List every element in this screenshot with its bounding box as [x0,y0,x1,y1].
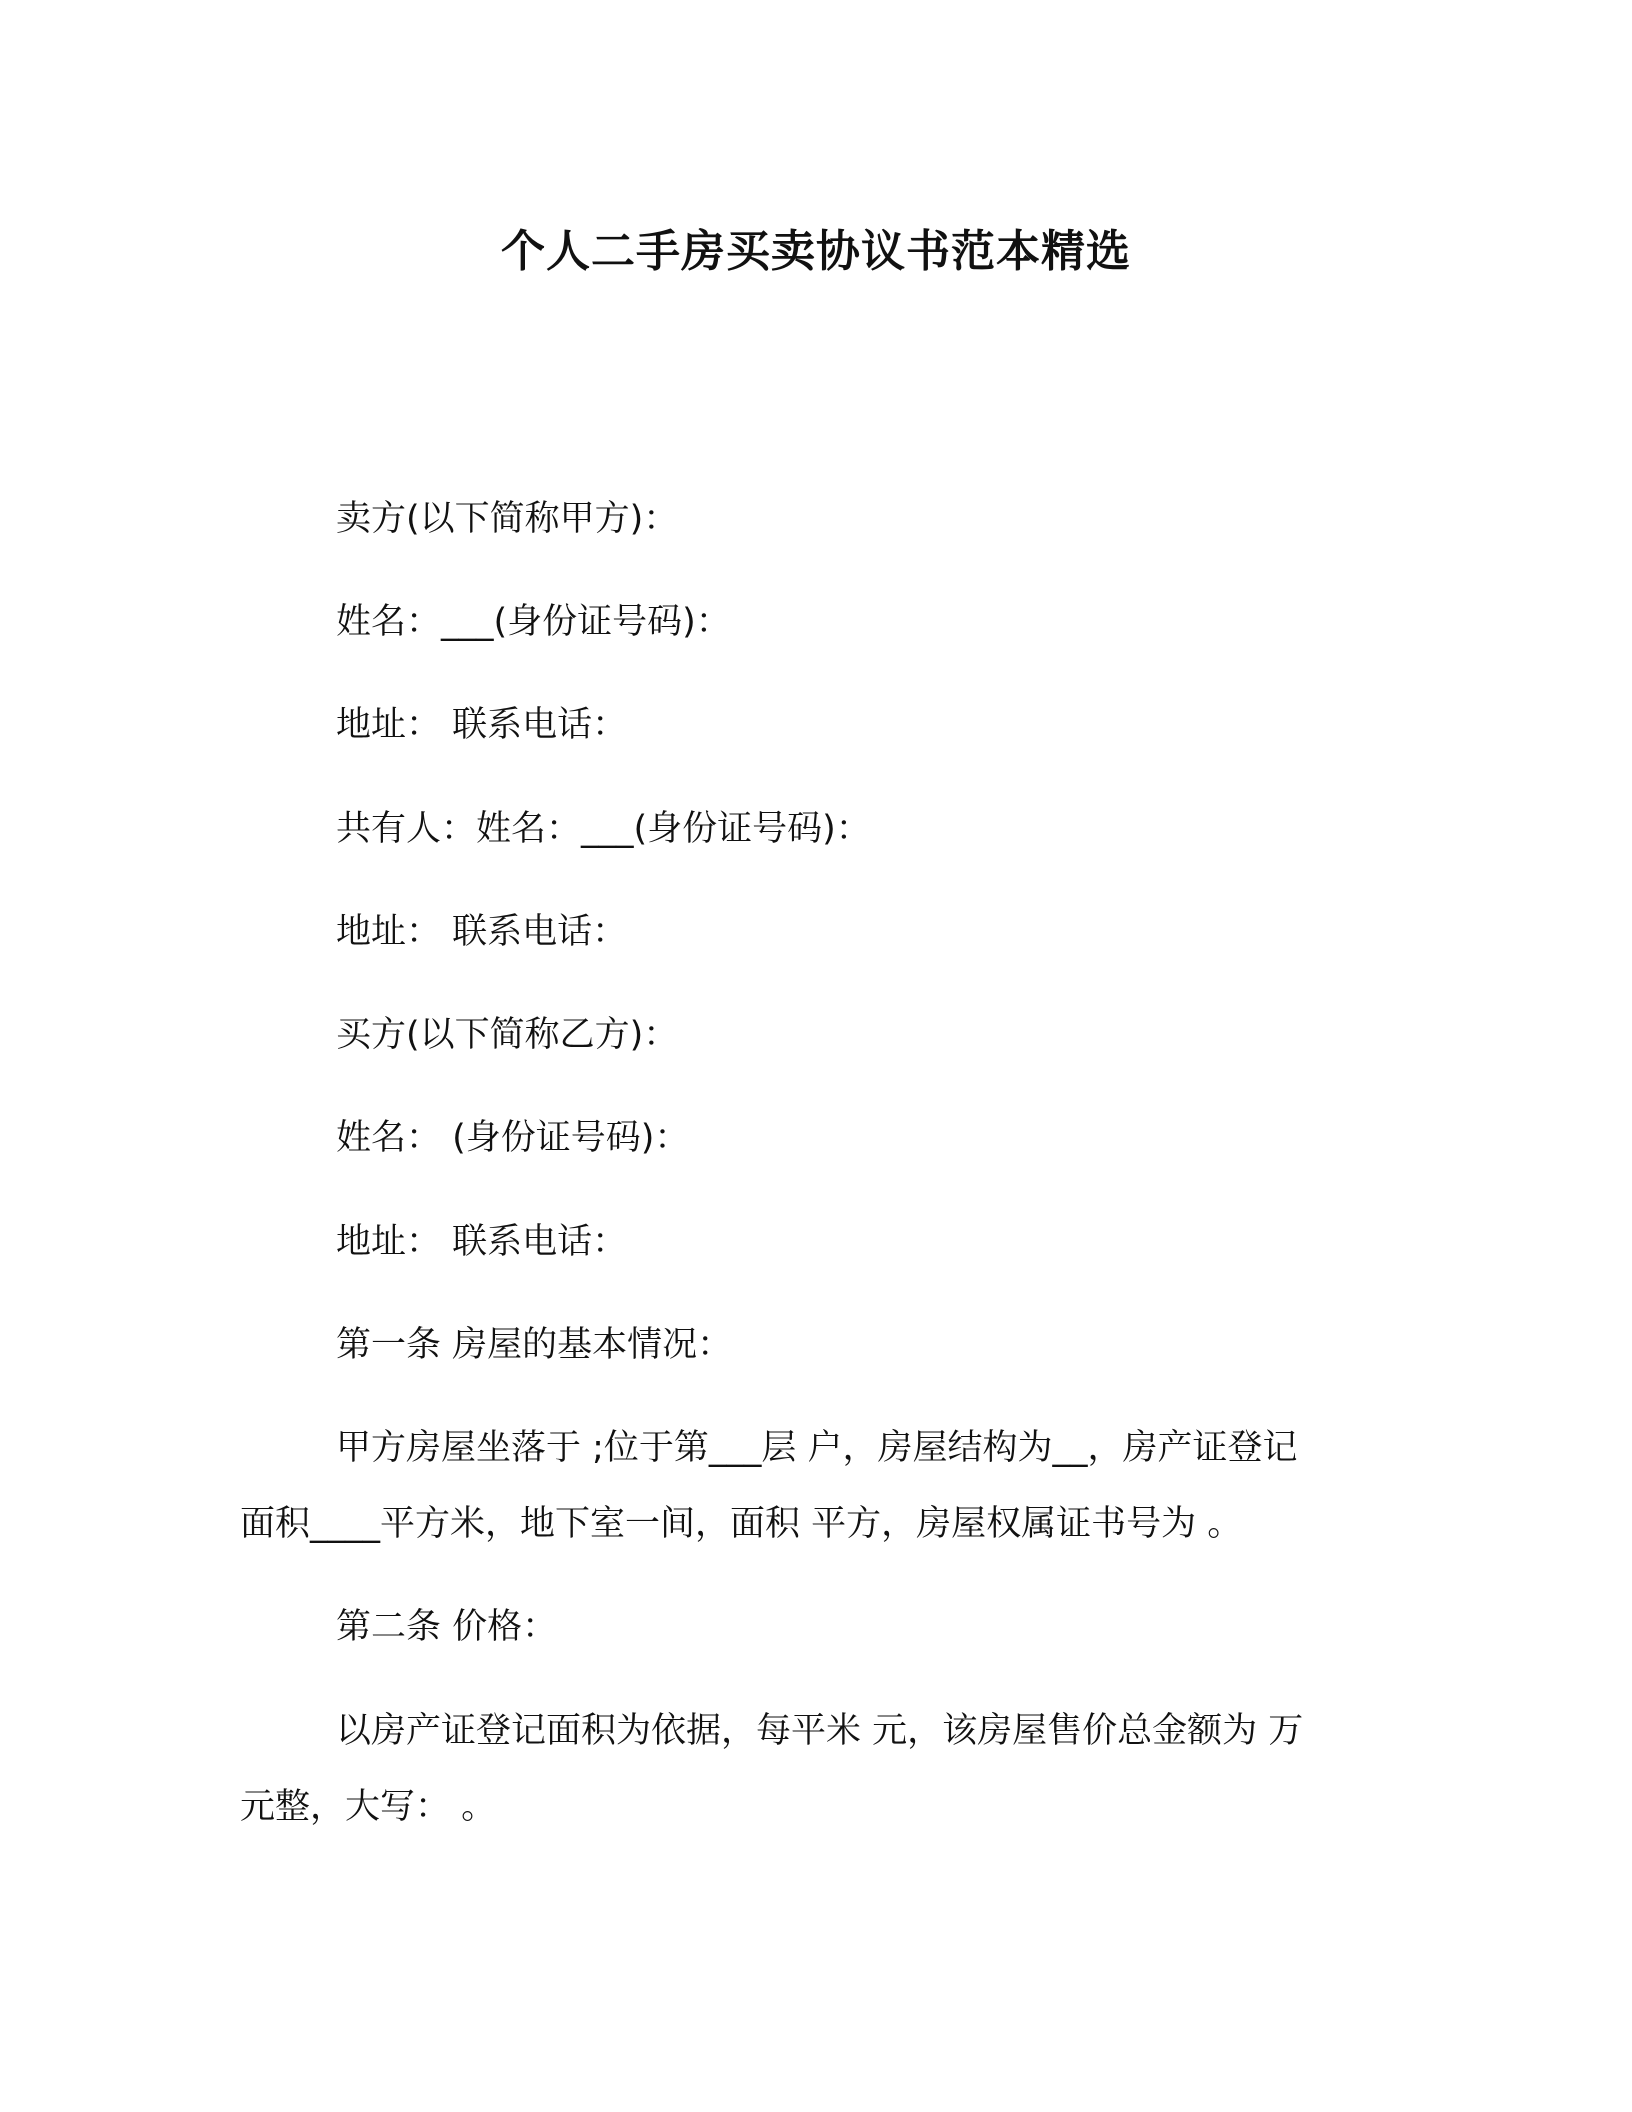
article-two-text-line-2: 元整，大写： 。 [240,1787,497,1827]
page-title: 个人二手房买卖协议书范本精选 [501,226,1131,277]
article-one-heading: 第一条 房屋的基本情况： [336,1325,733,1365]
seller-address-line: 地址： 联系电话： [336,705,628,745]
co-owner-address-line: 地址： 联系电话： [336,912,628,952]
article-one-text-line-2: 面积____平方米，地下室一间，面积 平方，房屋权属证书号为 。 [240,1504,1243,1544]
co-owner-name-line: 共有人：姓名：___(身份证号码)： [336,809,871,849]
article-two-text-line-1: 以房产证登记面积为依据，每平米 元，该房屋售价总金额为 万 [336,1711,1304,1751]
article-two-heading: 第二条 价格： [336,1607,558,1647]
article-one-text-line-1: 甲方房屋坐落于 ;位于第___层 户，房屋结构为__，房产证登记 [336,1428,1298,1468]
seller-heading: 卖方(以下简称甲方)： [336,499,679,539]
buyer-address-line: 地址： 联系电话： [336,1222,628,1262]
buyer-name-line: 姓名： (身份证号码)： [336,1118,690,1158]
seller-name-line: 姓名：___(身份证号码)： [336,602,731,642]
buyer-heading: 买方(以下简称乙方)： [336,1015,679,1055]
